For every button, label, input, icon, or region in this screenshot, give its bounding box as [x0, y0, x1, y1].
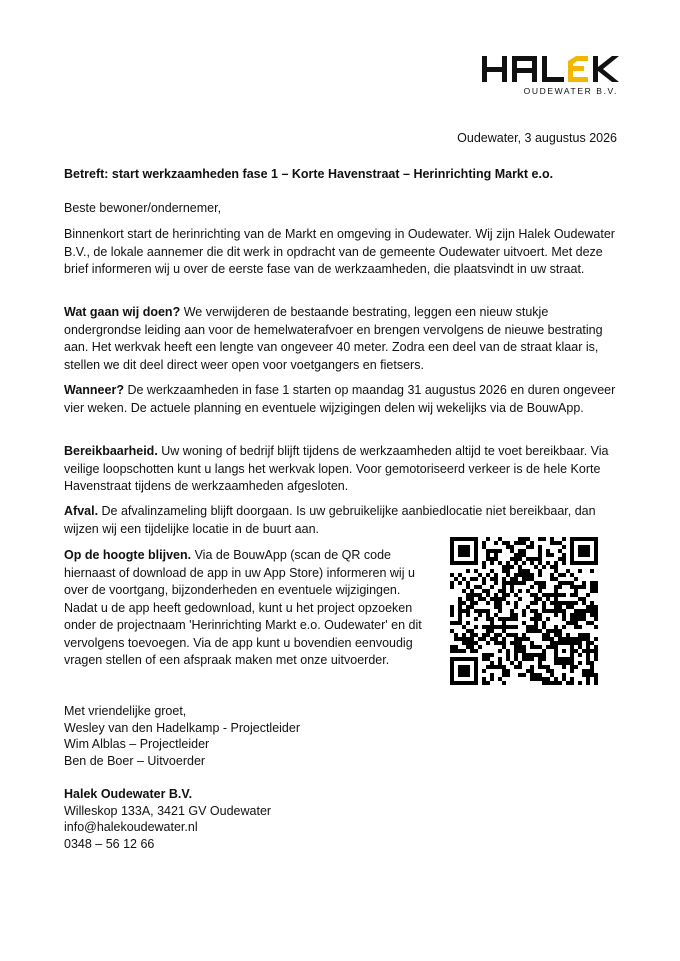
section-when-paragraph — [64, 382, 624, 417]
qr-code-icon[interactable] — [450, 537, 598, 685]
closing-block — [64, 703, 300, 769]
section-heading: Wanneer? — [64, 383, 124, 397]
section-heading: Wat gaan wij doen? — [64, 305, 181, 319]
signer: Wesley van den Hadelkamp - Projectleider — [64, 720, 300, 735]
section-heading: Afval. — [64, 504, 99, 518]
company-details — [64, 786, 271, 852]
letter-salutation: Beste bewoner/ondernemer, — [64, 201, 222, 215]
halek-logo-icon — [480, 53, 620, 85]
section-text: De werkzaamheden in fase 1 starten op maandag 31 augustus 2026 en duren ongeveer vier weken. De actuele planning en eventuele wijzigingen delen wij wekelijks via de BouwApp. — [64, 383, 616, 415]
section-stay-informed-paragraph — [64, 547, 429, 670]
company-phone[interactable]: 0348 – 56 12 66 — [64, 836, 155, 851]
section-accessibility-paragraph — [64, 443, 624, 496]
company-email[interactable]: info@halekoudewater.nl — [64, 820, 198, 834]
company-address: Willeskop 133A, 3421 GV Oudewater — [64, 803, 272, 818]
section-heading: Op de hoogte blijven. — [64, 548, 192, 562]
signer: Ben de Boer – Uitvoerder — [64, 753, 206, 768]
section-text: Uw woning of bedrijf blijft tijdens de werkzaamheden altijd te voet bereikbaar. Via veilige loopschotten kunt u langs het werkvak lopen. Voor gemotoriseerd verkeer is de hele Korte Havenstraat tijdens de werkzaamheden afgesloten. — [64, 444, 609, 493]
section-waste-paragraph — [64, 503, 624, 538]
section-heading: Bereikbaarheid. — [64, 444, 158, 458]
signer: Wim Alblas – Projectleider — [64, 737, 210, 751]
section-what-paragraph — [64, 304, 624, 374]
logo-subtitle: OUDEWATER B.V. — [523, 86, 618, 96]
letter-date: Oudewater, 3 augustus 2026 — [457, 131, 617, 145]
closing-greeting: Met vriendelijke groet, — [64, 704, 187, 718]
qr-code-graphic — [450, 537, 598, 685]
section-text: De afvalinzameling blijft doorgaan. Is uw gebruikelijke aanbiedlocatie niet bereikbaar, dan wijzen wij een tijdelijke locatie in de buurt aan. — [64, 504, 596, 536]
section-text: Via de BouwApp (scan de QR code hiernaast of download de app in uw App Store) informeren wij u over de voortgang, bijzonderheden en eventuele wijzigingen. Nadat u de app heeft gedownload, kunt u het project opzoeken onder de projectnaam 'Herinrichting Markt e.o. Oudewater' en dit vervolgens toevoegen. Via de app kunt u bovendien eenvoudig vragen stellen of een afspraak maken met onze uitvoerder. — [64, 548, 422, 667]
company-name: Halek Oudewater B.V. — [64, 787, 193, 801]
intro-paragraph: Binnenkort start de herinrichting van de Markt en omgeving in Oudewater. Wij zijn Halek Oudewater B.V., de lokale aannemer die dit werk in opdracht van de gemeente Oudewater uitvoert. Met deze brief informeren wij u over de eerste fase van de werkzaamheden, die plaatsvindt in uw straat. — [64, 227, 615, 276]
letter-subject: Betreft: start werkzaamheden fase 1 – Korte Havenstraat – Herinrichting Markt e.o. — [64, 167, 554, 181]
section-text: We verwijderen de bestaande bestrating, leggen een nieuw stukje ondergrondse leiding aan voor de hemelwaterafvoer en brengen vervolgens de nieuwe bestrating aan. Het werkvak heeft een lengte van ongeveer 40 meter. Zodra een deel van de straat klaar is, stellen we dit deel direct weer open voor voetgangers en fietsers. — [64, 305, 603, 372]
company-logo — [480, 53, 620, 99]
